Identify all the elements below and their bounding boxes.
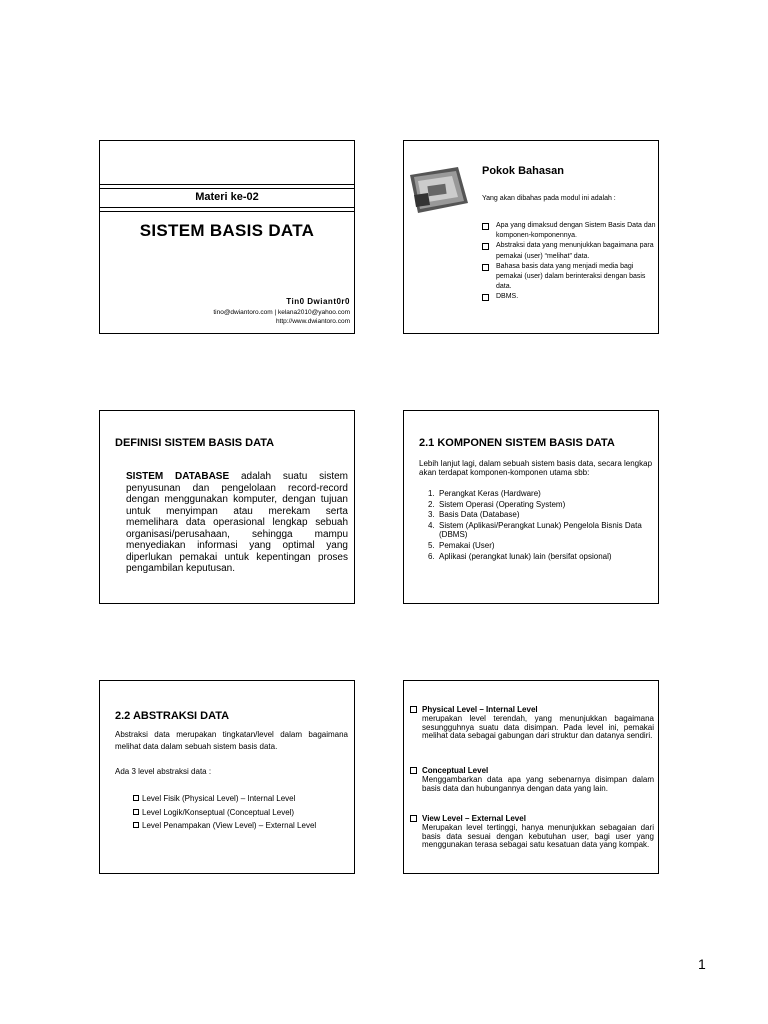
contact-website: http://www.dwiantoro.com: [275, 318, 350, 325]
component-list: [428, 489, 652, 562]
definition-term: SISTEM DATABASE: [126, 471, 230, 482]
author-contact: [213, 308, 350, 326]
checkbox-icon: [482, 223, 489, 230]
topic-list: [480, 221, 656, 303]
list-item: 5. Pemakai (User): [428, 540, 495, 550]
list-item: 2. Sistem Operasi (Operating System): [428, 499, 566, 509]
slide-paragraph: Abstraksi data merupakan tingkatan/level dalam bagaimana melihat data dalam sebuah sistem basis data.: [115, 730, 348, 751]
checkbox-icon: [133, 809, 139, 815]
slide-heading: DEFINISI SISTEM BASIS DATA: [115, 437, 275, 449]
author-name: Tin0 Dwiant0r0: [286, 297, 350, 306]
slide-heading: Pokok Bahasan: [482, 165, 564, 177]
list-item: 3. Basis Data (Database): [428, 510, 520, 520]
slide-intro: Lebih lanjut lagi, dalam sebuah sistem basis data, secara lengkap akan terdapat komponen-komponen utama sbb:: [419, 459, 653, 477]
level-title: Physical Level – Internal Level: [422, 705, 538, 714]
checkbox-icon: [410, 706, 417, 713]
checkbox-icon: [410, 815, 417, 822]
slide-pokok-bahasan: [403, 140, 659, 334]
list-item: 6. Aplikasi (perangkat lunak) lain (bersifat opsional): [428, 551, 612, 561]
materi-band: [99, 184, 355, 212]
checkbox-icon: [482, 264, 489, 271]
list-item: Abstraksi data yang menunjukkan bagaimana para pemakai (user) “melihat” data.: [480, 241, 656, 261]
level-title: Conceptual Level: [422, 766, 489, 775]
level-description: merupakan level terendah, yang menunjukkan bagaimana sesungguhnya suatu data disimpan. Pada level ini, pemakai melihat data sebagai gabungan dari struktur dan datanya sendiri.: [422, 714, 654, 741]
book-illustration: [408, 165, 470, 215]
definition-text: adalah suatu sistem penyusunan dan pengelolaan record-record dengan menggunakan komputer, dengan tujuan untuk menyimpan atau merekam serta memelihara data operasional lengkap sebuah organisasi/perusahaan, sehingga mampu menyediakan informasi yang optimal yang diperlukan pemakai untuk kepentingan proses pengambilan keputusan.: [126, 471, 349, 574]
slide-title: [99, 140, 355, 334]
slide-heading: 2.1 KOMPONEN SISTEM BASIS DATA: [419, 437, 615, 449]
levels-intro: Ada 3 level abstraksi data :: [115, 767, 212, 776]
list-item: DBMS.: [480, 292, 656, 302]
checkbox-icon: [133, 795, 139, 801]
definition-paragraph: [126, 471, 348, 575]
checkbox-icon: [482, 243, 489, 250]
list-item: 4. Sistem (Aplikasi/Perangkat Lunak) Pengelola Bisnis Data (DBMS): [428, 520, 642, 540]
list-item: Level Penampakan (View Level) – External Level: [133, 819, 316, 833]
level-title: View Level – External Level: [422, 814, 526, 823]
page-number: 1: [698, 956, 706, 972]
level-list: [133, 792, 316, 833]
slide-komponen: [403, 410, 659, 604]
level-item: [422, 766, 654, 793]
list-item: Level Logik/Konseptual (Conceptual Level): [133, 806, 316, 820]
slide-definisi: [99, 410, 355, 604]
list-item: 1. Perangkat Keras (Hardware): [428, 489, 541, 498]
slide-heading: 2.2 ABSTRAKSI DATA: [115, 710, 230, 722]
slide-intro: Yang akan dibahas pada modul ini adalah :: [482, 195, 616, 202]
slide-abstraksi: [99, 680, 355, 874]
level-description: Menggambarkan data apa yang sebenarnya disimpan dalam basis data dan hubungannya dengan data yang lain.: [422, 775, 654, 793]
contact-emails: tino@dwiantoro.com | kelana2010@yahoo.com: [213, 309, 350, 316]
level-item: [422, 705, 654, 741]
slide-level-details: [403, 680, 659, 874]
list-item: Bahasa basis data yang menjadi media bagi pemakai (user) dalam berinteraksi dengan basis data.: [480, 262, 656, 293]
checkbox-icon: [133, 822, 139, 828]
level-item: [422, 814, 654, 850]
list-item: Level Fisik (Physical Level) – Internal Level: [133, 792, 316, 806]
materi-label: Materi ke-02: [195, 191, 259, 203]
presentation-title: SISTEM BASIS DATA: [139, 221, 315, 240]
level-description: Merupakan level tertinggi, hanya menunjukkan sebagaian dari basis data sesuai dengan kebutuhan user, bagi user yang menggunakan terasa sebagai satu kesatuan data yang kompak.: [422, 823, 654, 850]
checkbox-icon: [410, 767, 417, 774]
list-item: Apa yang dimaksud dengan Sistem Basis Data dan komponen-komponennya.: [480, 221, 656, 241]
checkbox-icon: [482, 294, 489, 301]
